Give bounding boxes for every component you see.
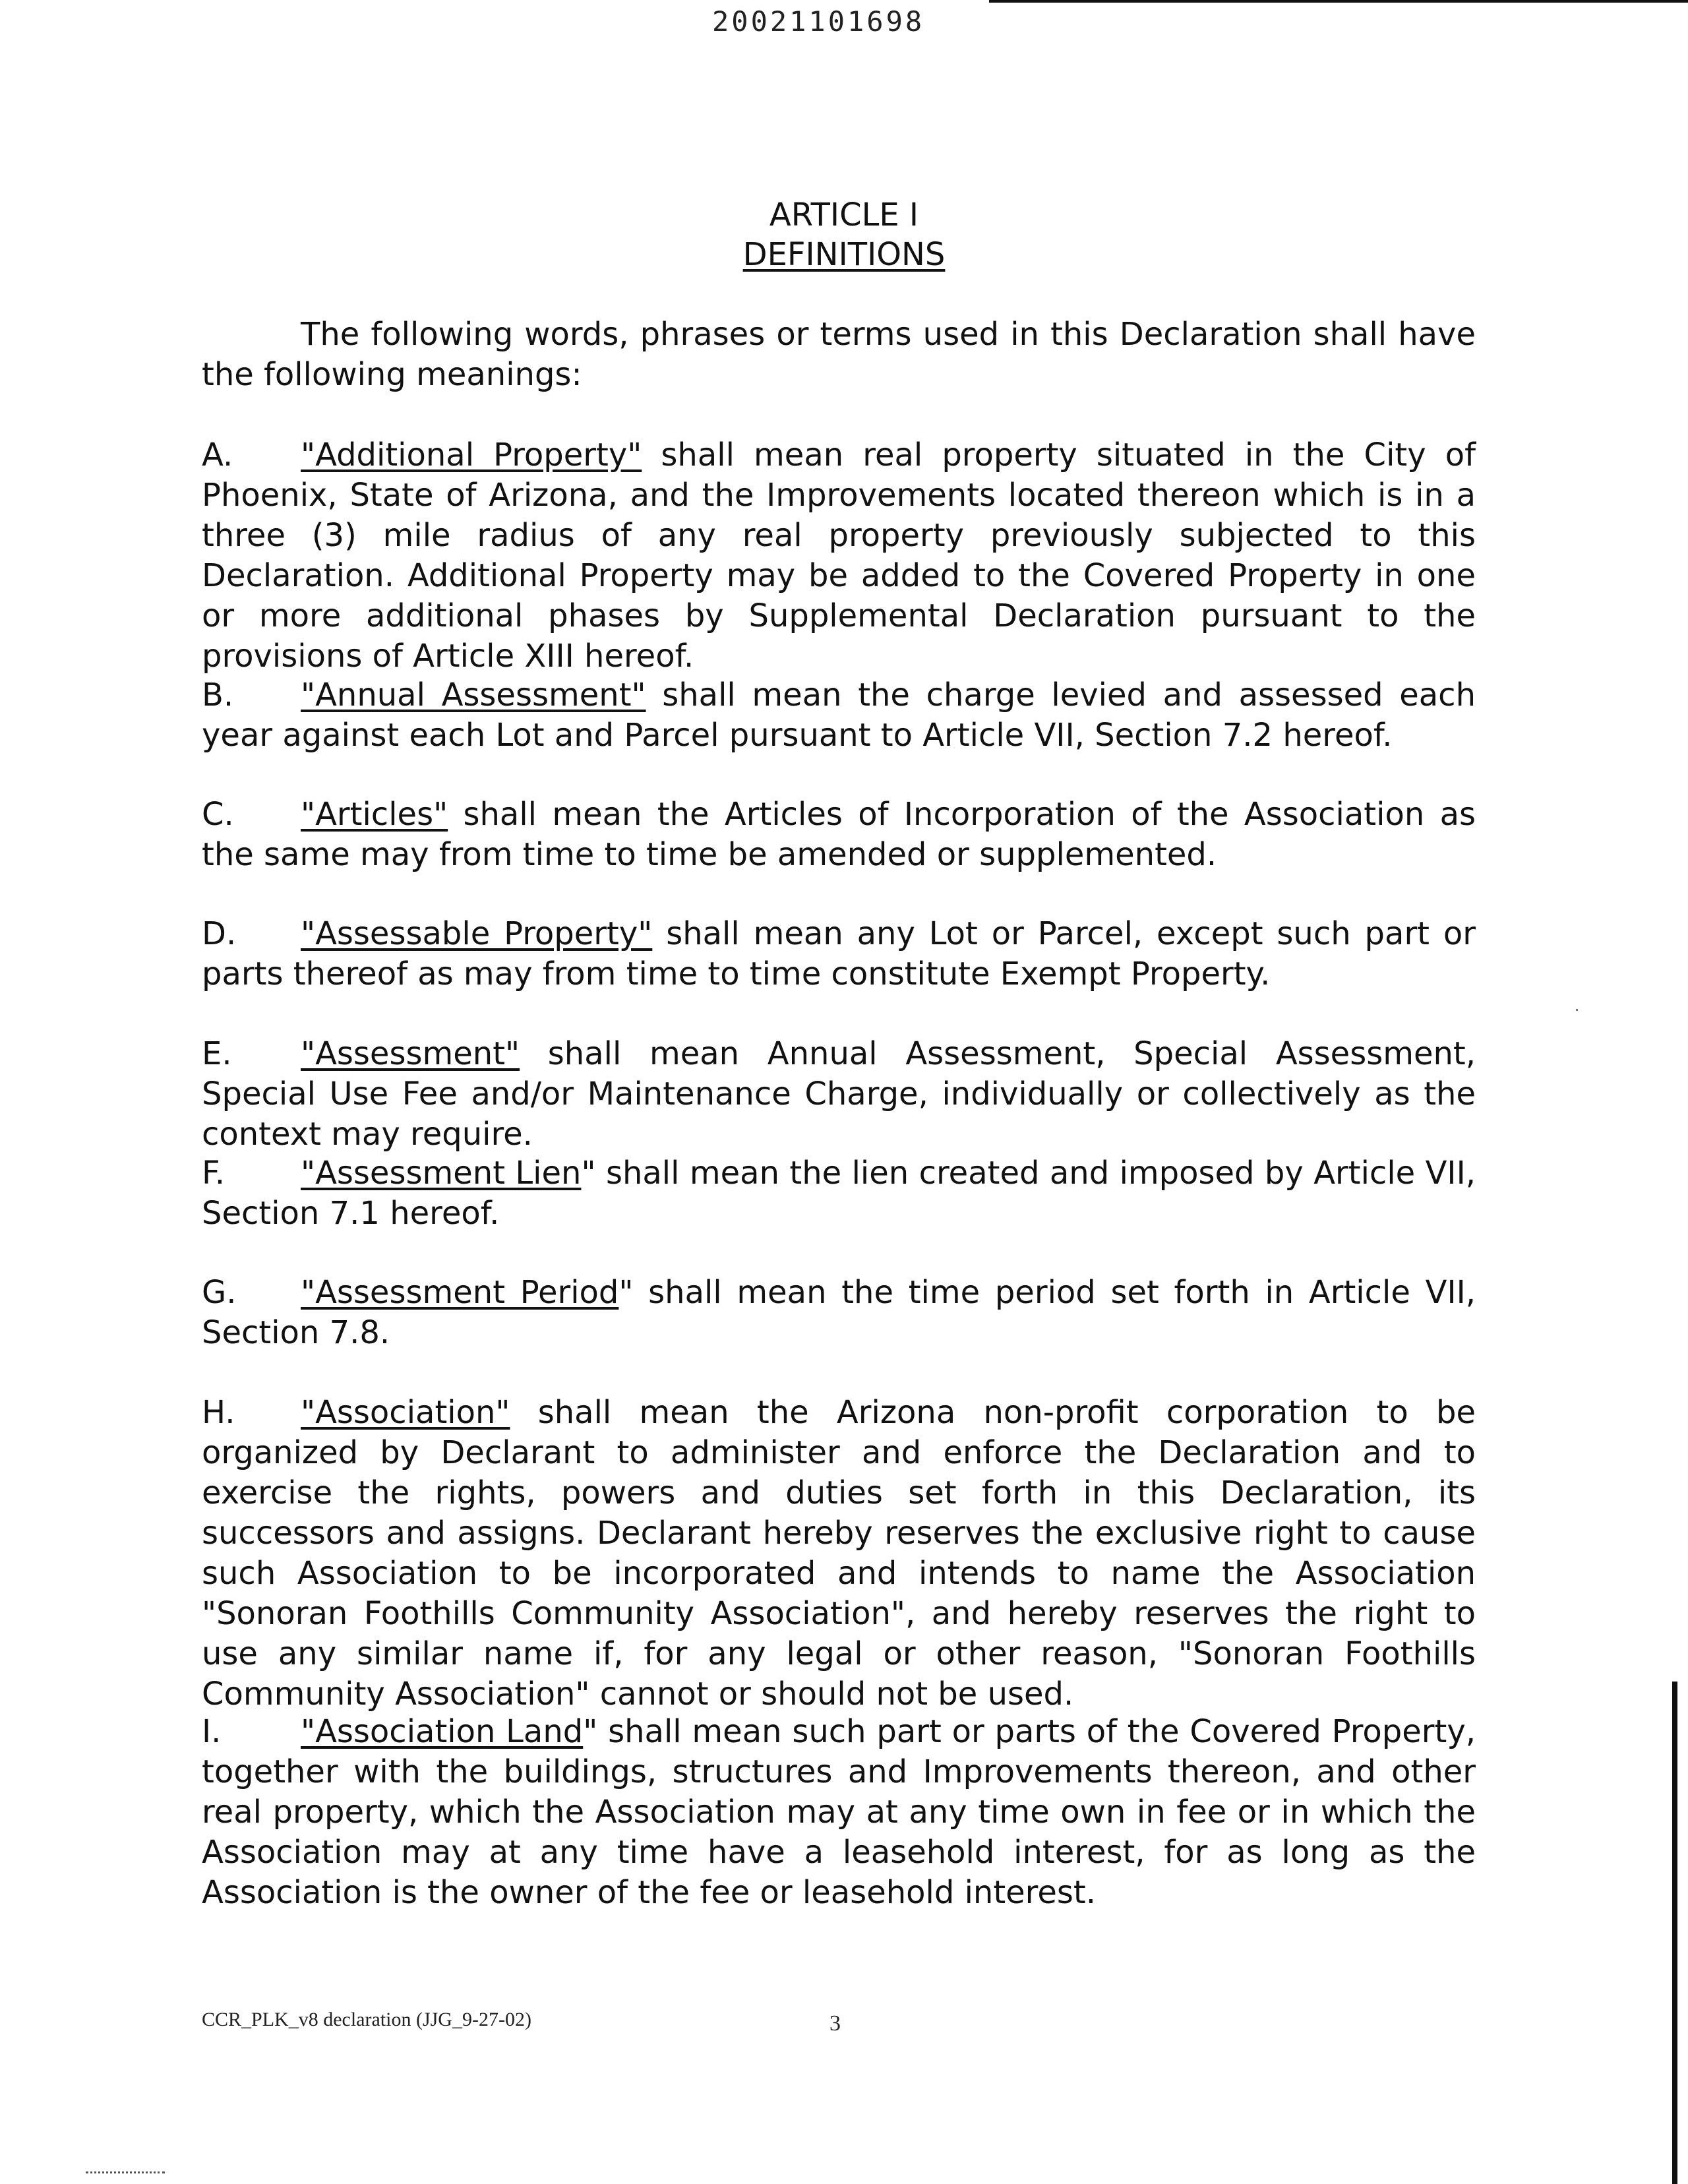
article-number: ARTICLE I (769, 197, 919, 233)
definition-h (202, 1393, 1476, 1714)
definition-a (202, 435, 1476, 677)
definition-term: "Assessable Property" (301, 915, 653, 952)
definition-term: "Articles" (301, 796, 448, 833)
scan-edge-line (1672, 1682, 1677, 2184)
page-number: 3 (829, 2011, 841, 2036)
article-title: DEFINITIONS (742, 236, 946, 273)
definition-letter: I. (202, 1713, 222, 1750)
definition-letter: H. (202, 1394, 235, 1431)
definition-f (202, 1153, 1476, 1234)
definition-letter: B. (202, 677, 234, 713)
definition-i (202, 1712, 1476, 1913)
definition-letter: C. (202, 796, 234, 833)
scan-dotted-mark (86, 2171, 165, 2173)
definition-d (202, 914, 1476, 994)
definition-g (202, 1273, 1476, 1353)
definition-term: "Additional Property" (301, 437, 642, 473)
definition-term: "Association Land (301, 1713, 584, 1750)
definition-letter: E. (202, 1035, 232, 1072)
definition-body: " shall mean the lien created and imposed by Article VII, Section 7.1 hereof. (202, 1155, 1476, 1232)
definition-c (202, 795, 1476, 875)
definition-letter: G. (202, 1274, 237, 1311)
definition-body: shall mean the Articles of Incorporation of the Association as the same may from time to time be amended or supplemented. (202, 796, 1476, 873)
definition-letter: F. (202, 1155, 226, 1192)
definition-body: shall mean the Arizona non-profit corporation to be organized by Declarant to administer and enforce the Declaration and to exercise the rights, powers and duties set forth in this Declaration, its successors and assigns. Declarant hereby reserves the exclusive right to cause such Association to be incorporated and intends to name the Association "Sonoran Foothills Community Association", and hereby reserves the right to use any similar name if, for any legal or other reason, "Sonoran Foothills Community Association" cannot or should not be used. (202, 1394, 1476, 1713)
definition-letter: A. (202, 437, 233, 473)
definition-term: "Assessment Lien (301, 1155, 582, 1192)
intro-paragraph: The following words, phrases or terms used in this Declaration shall have the following meanings: (202, 316, 1476, 393)
document-number: 20021101698 (712, 5, 925, 38)
footer-filename: CCR_PLK_v8 declaration (JJG_9-27-02) (202, 2009, 531, 2030)
definition-term: "Annual Assessment" (301, 677, 646, 713)
definition-b (202, 675, 1476, 756)
definition-term: "Association" (301, 1394, 510, 1431)
definition-letter: D. (202, 915, 237, 952)
definition-body: shall mean any Lot or Parcel, except such part or parts thereof as may from time to time constitute Exempt Property. (202, 915, 1476, 992)
scan-speck (1576, 1009, 1578, 1011)
definition-term: "Assessment" (301, 1035, 520, 1072)
scan-top-rule (989, 0, 1688, 3)
definition-e (202, 1034, 1476, 1155)
definition-body: " shall mean such part or parts of the Covered Property, together with the buildings, structures and Improvements thereon, and other real property, which the Association may at any time own in fee or in which the Association may at any time have a leasehold interest, for as long as the Association is the owner of the fee or leasehold interest. (202, 1713, 1476, 1911)
definition-body: shall mean Annual Assessment, Special Assessment, Special Use Fee and/or Maintenance Charge, individually or collectively as the context may require. (202, 1035, 1476, 1153)
definition-term: "Assessment Period (301, 1274, 619, 1311)
definition-body: shall mean the charge levied and assessed each year against each Lot and Parcel pursuant to Article VII, Section 7.2 hereof. (202, 677, 1476, 754)
definition-body: shall mean real property situated in the City of Phoenix, State of Arizona, and the Improvements located thereon which is in a three (3) mile radius of any real property previously subjected to this Declaration. Additional Property may be added to the Covered Property in one or more additional phases by Supplemental Declaration pursuant to the provisions of Article XIII hereof. (202, 437, 1476, 675)
definition-body: " shall mean the time period set forth in Article VII, Section 7.8. (202, 1274, 1476, 1351)
